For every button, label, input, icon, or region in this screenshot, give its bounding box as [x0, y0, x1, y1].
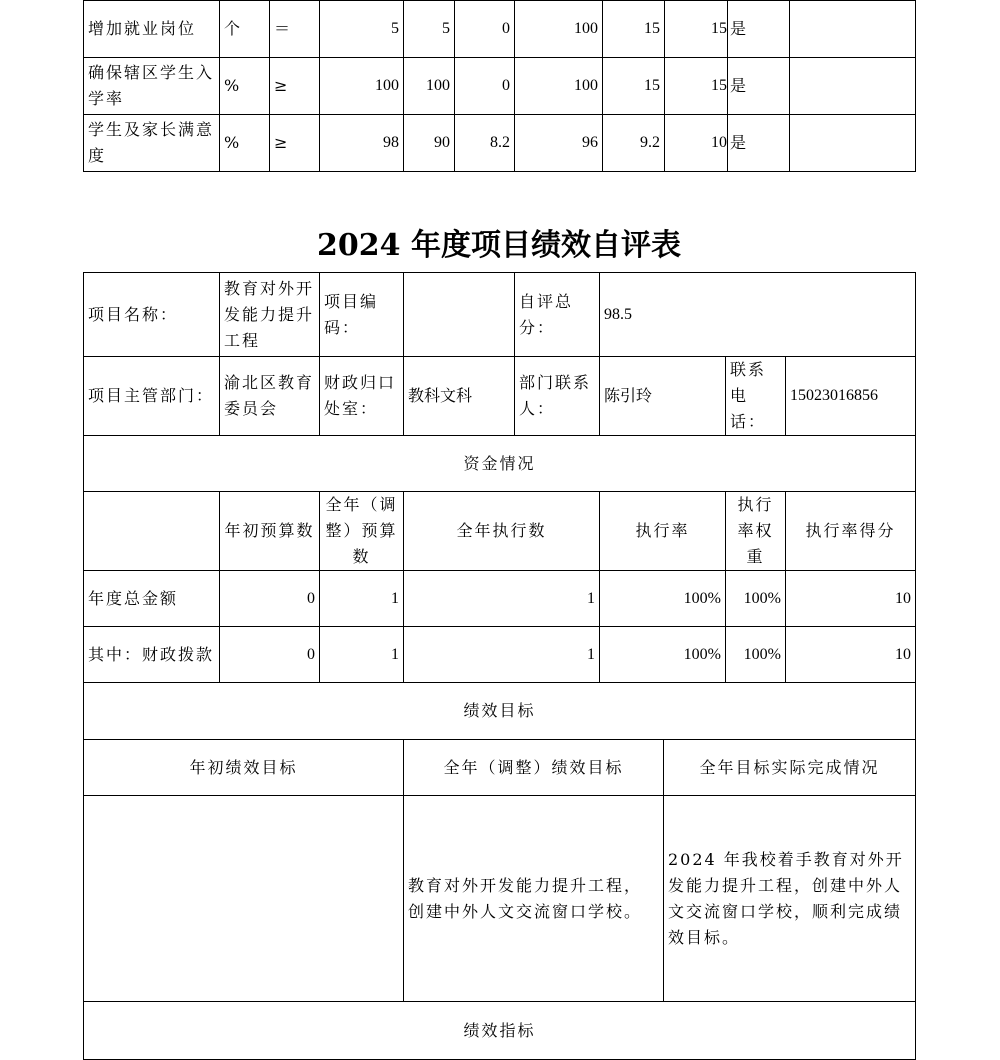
- indicator-operator: ＝: [270, 1, 320, 58]
- department-label: 项目主管部门：: [84, 357, 220, 436]
- indicator-name: 学生及家长满意度: [84, 115, 220, 172]
- table-row: [84, 740, 916, 796]
- indicator-note: [790, 115, 916, 172]
- table-row: [84, 796, 916, 1002]
- indicators-section-title: 绩效指标: [84, 1002, 916, 1060]
- indicator-actual: 5: [404, 1, 455, 58]
- evaluation-table: [83, 272, 916, 1060]
- table-row: [84, 273, 916, 357]
- table-row: [84, 492, 916, 571]
- indicator-score: 15: [665, 58, 728, 115]
- goals-header-initial: 年初绩效目标: [84, 740, 404, 796]
- goals-section-title: 绩效目标: [84, 683, 916, 740]
- indicator-name: 增加就业岗位: [84, 1, 220, 58]
- indicator-deviation: 0: [455, 58, 515, 115]
- indicator-actual: 90: [404, 115, 455, 172]
- contact-value: 陈引玲: [600, 357, 726, 436]
- funds-section-title: 资金情况: [84, 436, 916, 492]
- goal-adjusted-text: 教育对外开发能力提升工程，创建中外人文交流窗口学校。: [404, 796, 664, 1002]
- finance-office-label: 财政归口处室：: [320, 357, 404, 436]
- funds-header-executed: 全年执行数: [404, 492, 600, 571]
- indicator-achieved: 是: [728, 1, 790, 58]
- indicator-target: 98: [320, 115, 404, 172]
- table-row: [84, 1, 916, 58]
- department-value: 渝北区教育委员会: [220, 357, 320, 436]
- goal-actual-text: 2024 年我校着手教育对外开发能力提升工程，创建中外人文交流窗口学校，顺利完成绩效目标。: [664, 796, 916, 1002]
- phone-label: 联系电话：: [726, 357, 786, 436]
- self-score-value: 98.5: [600, 273, 916, 357]
- indicator-unit: %: [220, 115, 270, 172]
- indicator-target: 100: [320, 58, 404, 115]
- indicator-score: 10: [665, 115, 728, 172]
- indicator-weight: 15: [603, 1, 665, 58]
- contact-label: 部门联系人：: [515, 357, 600, 436]
- project-name-label: 项目名称：: [84, 273, 220, 357]
- table-row: [84, 58, 916, 115]
- goal-initial-text: [84, 796, 404, 1002]
- indicator-rate: 96: [515, 115, 603, 172]
- indicator-weight: 15: [603, 58, 665, 115]
- project-code-label: 项目编码：: [320, 273, 404, 357]
- indicator-deviation: 8.2: [455, 115, 515, 172]
- table-row: [84, 357, 916, 436]
- funds-header-weight: 执行率权重: [726, 492, 786, 571]
- project-code-value: [404, 273, 515, 357]
- phone-value: 15023016856: [786, 357, 916, 436]
- funds-executed: 1: [404, 627, 600, 683]
- indicator-actual: 100: [404, 58, 455, 115]
- indicator-weight: 9.2: [603, 115, 665, 172]
- table-row: [84, 627, 916, 683]
- funds-initial: 0: [220, 627, 320, 683]
- indicator-unit: %: [220, 58, 270, 115]
- indicator-note: [790, 1, 916, 58]
- page-title: 2024 年度项目绩效自评表: [317, 228, 681, 263]
- funds-header-adjusted: 全年（调整）预算数: [320, 492, 404, 571]
- funds-header-rate: 执行率: [600, 492, 726, 571]
- indicator-deviation: 0: [455, 1, 515, 58]
- funds-weight: 100%: [726, 571, 786, 627]
- table-row: [84, 683, 916, 740]
- indicator-name: 确保辖区学生入学率: [84, 58, 220, 115]
- funds-rate: 100%: [600, 627, 726, 683]
- funds-rate: 100%: [600, 571, 726, 627]
- table-row: [84, 571, 916, 627]
- funds-header-initial: 年初预算数: [220, 492, 320, 571]
- funds-initial: 0: [220, 571, 320, 627]
- funds-header-score: 执行率得分: [786, 492, 916, 571]
- funds-row-label: 年度总金额: [84, 571, 220, 627]
- funds-adjusted: 1: [320, 571, 404, 627]
- project-name-value: 教育对外开发能力提升工程: [220, 273, 320, 357]
- indicator-operator: ≥: [270, 115, 320, 172]
- indicator-note: [790, 58, 916, 115]
- indicator-target: 5: [320, 1, 404, 58]
- indicator-achieved: 是: [728, 115, 790, 172]
- funds-row-label: 其中：财政拨款: [84, 627, 220, 683]
- indicator-rate: 100: [515, 1, 603, 58]
- funds-header-blank: [84, 492, 220, 571]
- indicator-unit: 个: [220, 1, 270, 58]
- indicator-achieved: 是: [728, 58, 790, 115]
- funds-weight: 100%: [726, 627, 786, 683]
- funds-score: 10: [786, 571, 916, 627]
- funds-adjusted: 1: [320, 627, 404, 683]
- self-score-label: 自评总分：: [515, 273, 600, 357]
- funds-score: 10: [786, 627, 916, 683]
- indicator-rate: 100: [515, 58, 603, 115]
- goals-header-adjusted: 全年（调整）绩效目标: [404, 740, 664, 796]
- table-row: [84, 115, 916, 172]
- table-row: [84, 436, 916, 492]
- funds-executed: 1: [404, 571, 600, 627]
- table-row: [84, 1002, 916, 1060]
- finance-office-value: 教科文科: [404, 357, 515, 436]
- indicator-operator: ≥: [270, 58, 320, 115]
- goals-header-actual: 全年目标实际完成情况: [664, 740, 916, 796]
- indicator-table: [83, 0, 916, 172]
- indicator-score: 15: [665, 1, 728, 58]
